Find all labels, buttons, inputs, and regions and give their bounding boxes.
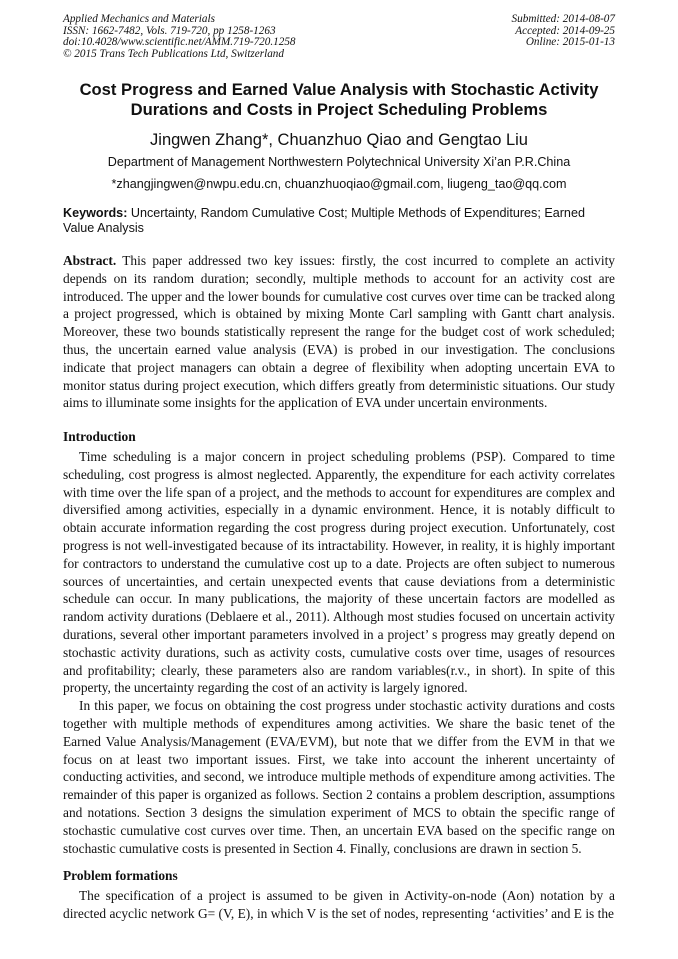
- submitted-date: Submitted: 2014-08-07: [511, 13, 615, 25]
- abstract-text: This paper addressed two key issues: firstly, the cost incurred to complete an activity depends on its random duration; secondly, multiple methods to account for an activity cost are introduced. The upper and the lower bounds for cumulative cost curves over time can be tracked along a project progressed, which is obtained by mixing Monte Carl sampling with Gantt chart analysis. Moreover, these two bounds statistically represent the range for the budget cost of work scheduled; thus, the uncertain earned value analysis (EVA) is probed in our investigation. The conclusions indicate that project managers can obtain a degree of flexibility when adopting uncertain EVA to monitor status during project execution, which differs greatly from deterministic situations. Our study aims to illuminate some insights for the application of EVA under uncertain environments.: [63, 253, 615, 411]
- affiliation: Department of Management Northwestern Polytechnical University Xi’an P.R.China: [107, 155, 571, 169]
- keywords-text: Uncertainty, Random Cumulative Cost; Multiple Methods of Expenditures; Earned Value Analysis: [63, 206, 585, 235]
- page-header: [0, 0, 678, 62]
- keywords-label: Keywords:: [63, 206, 128, 220]
- paragraph: The specification of a project is assumed to be given in Activity-on-node (Aon) notation by a directed acyclic network G= (V, E), in which V is the set of nodes, representing ‘activities’ and E is the: [63, 888, 615, 921]
- abstract-label: Abstract.: [63, 253, 117, 268]
- paragraph: In this paper, we focus on obtaining the cost progress under stochastic activity durations and costs together with multiple methods of expenditures among activities. We share the basic tenet of the Earned Value Analysis/Management (EVA/EVM), but note that we differ from the EVM in that we focus on at least two important issues. First, we take into account the inherent uncertainty of conducting activities, and second, we introduce multiple methods of expenditure among activities. The remainder of this paper is organized as follows. Section 2 contains a problem description, assumptions and notations. Section 3 designs the simulation experiment of MCS to obtain the specific range of stochastic cumulative cost curves over time. Then, an uncertain EVA based on the specific range on stochastic cumulative costs is presented in Section 4. Finally, conclusions are drawn in section 5.: [63, 698, 615, 856]
- journal-name: Applied Mechanics and Materials: [63, 13, 215, 25]
- copyright: © 2015 Trans Tech Publications Ltd, Switzerland: [63, 47, 284, 60]
- emails: *zhangjingwen@nwpu.edu.cn, chuanzhuoqiao@gmail.com, liugeng_tao@qq.com: [111, 177, 567, 191]
- paragraph: Time scheduling is a major concern in project scheduling problems (PSP). Compared to time scheduling, cost progress is almost neglected. Apparently, the expenditure for each activity correlates with time over the life span of a project, and the methods to account for expenditures are complex and diversified among activities, especially in a dynamic environment. Hence, it is notably difficult to obtain accurate information regarding the cost progress during project execution. Unfortunately, cost progress is not well-investigated because of its intractability. However, in reality, it is highly important for contractors to understand the cumulative cost up to a date. Projects are often subject to numerous sources of uncertainties, and certain unexpected events that cause deviations from a deterministic schedule can occur. In many publications, the majority of these uncertain factors are modelled as random activity durations (Deblaere et al., 2011). Although most studies focused on uncertain activity durations, several other important parameters involved in a project’ s progress may greatly depend on stochastic activity durations, such as activity costs, cumulative costs over time, usages of resources and profitability; clearly, these parameters also are random variables(r.v., in short). In spite of this property, the uncertainty regarding the cost of an activity is largely ignored.: [63, 448, 615, 696]
- doi: doi:10.4028/www.scientific.net/AMM.719-720.1258: [63, 36, 296, 49]
- section-body: [63, 448, 615, 857]
- paper-title: Cost Progress and Earned Value Analysis with Stochastic Activity Durations and Costs in Project Scheduling Problems: [79, 80, 599, 119]
- dates: [512, 14, 615, 49]
- issn: ISSN: 1662-7482, Vols. 719-720, pp 1258-1263: [63, 24, 276, 37]
- section-heading: Problem formations: [63, 868, 178, 884]
- authors: Jingwen Zhang*, Chuanzhuo Qiao and Gengtao Liu: [150, 131, 528, 149]
- keywords: [63, 206, 615, 236]
- content-column: [63, 80, 615, 923]
- abstract: [63, 252, 615, 412]
- online-date: Online: 2015-01-13: [525, 36, 615, 49]
- section-body: [63, 887, 615, 923]
- section-heading: Introduction: [63, 429, 136, 445]
- accepted-date: Accepted: 2014-09-25: [515, 24, 615, 37]
- journal-info: [63, 14, 296, 60]
